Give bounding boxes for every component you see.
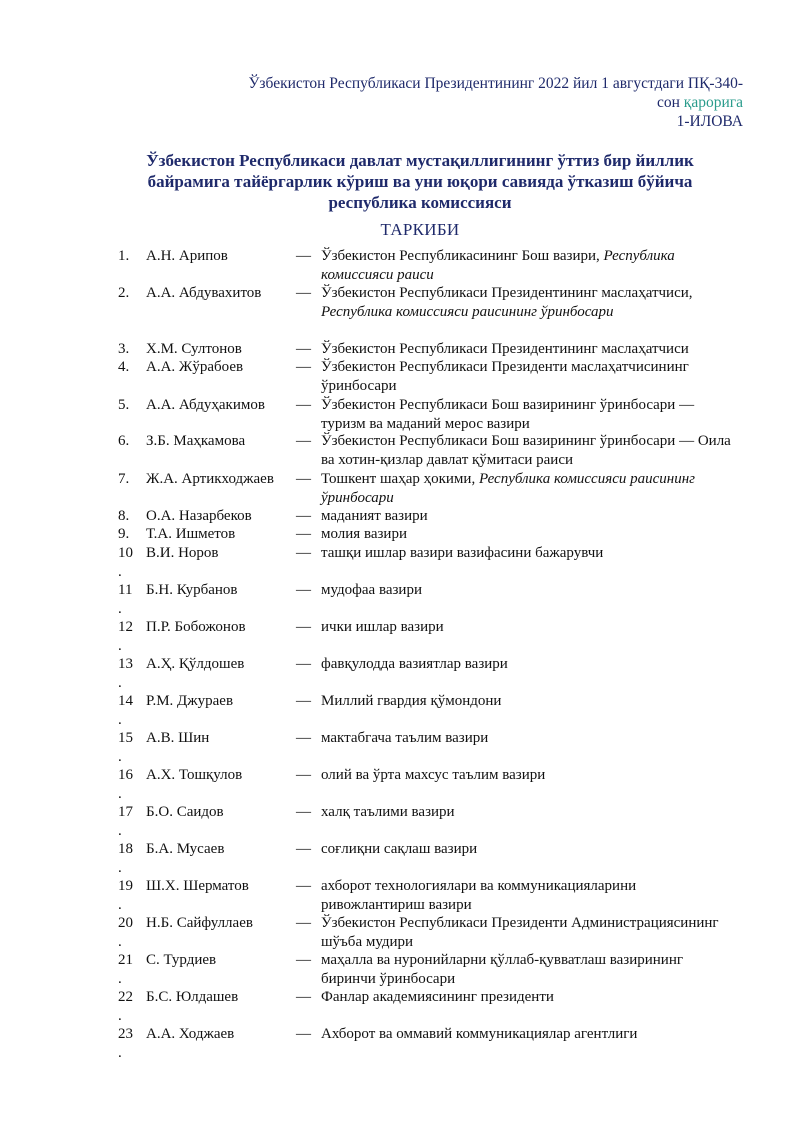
member-number-dot: .: [118, 600, 122, 617]
member-number: 14 .: [118, 692, 144, 729]
member-number-dot: .: [118, 637, 122, 654]
member-name: А.Х. Тошқулов: [146, 767, 243, 783]
member-commission-role: Республика комиссияси раиси: [321, 248, 675, 283]
member-commission-role: Республика комиссияси раисининг ўринбосари: [321, 303, 614, 320]
member-position-text: соғлиқни сақлаш вазири: [321, 841, 478, 857]
member-name: Р.М. Джураев: [146, 693, 234, 709]
member-position: [321, 247, 733, 284]
member-dash: —: [296, 526, 311, 542]
member-name: А.В. Шин: [146, 730, 210, 746]
member-number: 22 .: [118, 988, 144, 1025]
member-name: З.Б. Маҳкамова: [146, 433, 246, 449]
member-position: [321, 432, 733, 469]
member-number: 3.: [118, 341, 130, 357]
member-position-text: Фанлар академиясининг президенти: [321, 989, 554, 1005]
member-position-text: Тошкент шаҳар ҳокими,: [321, 471, 476, 487]
member-position: [321, 951, 733, 988]
member-position-text: маданият вазири: [321, 508, 428, 524]
member-number-dot: .: [118, 748, 122, 765]
member-name: Х.М. Султонов: [146, 341, 242, 357]
member-dash: —: [296, 1026, 311, 1042]
member-commission-role: Республика комиссияси раисининг ўринбосари: [321, 471, 695, 506]
member-name: А.А. Абдувахитов: [146, 285, 262, 301]
member-position: [321, 396, 733, 433]
header-line-1: Ўзбекистон Республикаси Президентининг 2022 йил 1 августдаги ПҚ-340-: [248, 75, 743, 92]
member-number-dot: .: [118, 896, 122, 913]
member-dash: —: [296, 656, 311, 672]
member-dash: —: [296, 730, 311, 746]
member-position-text: фавқулодда вазиятлар вазири: [321, 656, 508, 672]
member-position-text: ички ишлар вазири: [321, 619, 444, 635]
member-name: Т.А. Ишметов: [146, 526, 236, 542]
member-dash: —: [296, 989, 311, 1005]
member-position: [321, 766, 733, 785]
member-position: [321, 618, 733, 637]
member-position: [321, 340, 733, 359]
member-position-text: молия вазири: [321, 526, 407, 542]
member-position: [321, 525, 733, 544]
member-number-dot: .: [118, 711, 122, 728]
header-appendix-label: 1-ИЛОВА: [676, 113, 743, 130]
member-dash: —: [296, 471, 311, 487]
member-position: [321, 988, 733, 1007]
member-name: А.Н. Арипов: [146, 248, 228, 264]
member-dash: —: [296, 508, 311, 524]
member-dash: —: [296, 804, 311, 820]
member-name: В.И. Норов: [146, 545, 219, 561]
member-dash: —: [296, 915, 311, 931]
member-number: 13 .: [118, 655, 144, 692]
member-dash: —: [296, 952, 311, 968]
member-name: А.А. Ходжаев: [146, 1026, 235, 1042]
member-number: 21 .: [118, 951, 144, 988]
member-position: [321, 803, 733, 822]
member-position: [321, 655, 733, 674]
header-line-2-prefix: сон: [656, 94, 684, 111]
member-position-text: Ахборот ва оммавий коммуникациялар агентлиги: [321, 1026, 638, 1042]
member-number-dot: .: [118, 785, 122, 802]
member-position: [321, 877, 733, 914]
member-number: 9.: [118, 526, 130, 542]
member-dash: —: [296, 693, 311, 709]
member-name: Б.Н. Курбанов: [146, 582, 238, 598]
member-position-text: халқ таълими вазири: [321, 804, 455, 820]
member-dash: —: [296, 359, 311, 375]
member-dash: —: [296, 767, 311, 783]
member-number: 23 .: [118, 1025, 144, 1062]
member-name: Н.Б. Сайфуллаев: [146, 915, 253, 931]
member-number: 20 .: [118, 914, 144, 951]
member-position-text: Ўзбекистон Республикаси Президенти Администрациясининг шўъба мудири: [321, 915, 719, 950]
document-title: [110, 150, 730, 213]
member-dash: —: [296, 397, 311, 413]
member-name: А.Ҳ. Қўлдошев: [146, 656, 245, 672]
member-number: 12 .: [118, 618, 144, 655]
member-name: О.А. Назарбеков: [146, 508, 252, 524]
member-position-text: маҳалла ва нуронийларни қўллаб-қувватлаш вазирининг биринчи ўринбосари: [321, 952, 684, 987]
member-dash: —: [296, 545, 311, 561]
member-number: 6.: [118, 433, 130, 449]
member-dash: —: [296, 841, 311, 857]
member-number: 7.: [118, 471, 130, 487]
member-name: Б.О. Саидов: [146, 804, 224, 820]
member-number: 15 .: [118, 729, 144, 766]
document-subtitle: ТАРКИБИ: [380, 220, 460, 239]
member-number-dot: .: [118, 822, 122, 839]
member-number-dot: .: [118, 970, 122, 987]
member-number: 16 .: [118, 766, 144, 803]
title-line-3: республика комиссияси: [328, 193, 512, 212]
member-name: А.А. Абдуҳакимов: [146, 397, 265, 413]
member-number: 19 .: [118, 877, 144, 914]
title-line-1: Ўзбекистон Республикаси давлат мустақиллигининг ўттиз бир йиллик: [146, 151, 694, 170]
member-position-text: Миллий гвардия қўмондони: [321, 693, 502, 709]
member-name: Ш.Х. Шерматов: [146, 878, 249, 894]
member-position-text: ахборот технологиялари ва коммуникацияларини ривожлантириш вазири: [321, 878, 637, 913]
member-number: 5.: [118, 397, 130, 413]
member-position-text: мактабгача таълим вазири: [321, 730, 489, 746]
member-dash: —: [296, 582, 311, 598]
member-number: 10 .: [118, 544, 144, 581]
member-number-dot: .: [118, 1007, 122, 1024]
member-position: [321, 284, 733, 321]
member-position: [321, 358, 733, 395]
member-position: [321, 544, 733, 563]
member-position-text: олий ва ўрта махсус таълим вазири: [321, 767, 546, 783]
member-number-dot: .: [118, 563, 122, 580]
member-position: [321, 914, 733, 951]
member-dash: —: [296, 285, 311, 301]
member-position: [321, 729, 733, 748]
member-position-text: Ўзбекистон Республикаси Бош вазирининг ўринбосари — туризм ва маданий мерос вазири: [321, 397, 695, 432]
member-number-dot: .: [118, 933, 122, 950]
member-position-text: Ўзбекистон Республикаси Бош вазирининг ўринбосари — Оила ва хотин-қизлар давлат қўмитаси раиси: [321, 433, 731, 468]
member-dash: —: [296, 248, 311, 264]
member-number-dot: .: [118, 859, 122, 876]
member-number-dot: .: [118, 1044, 122, 1061]
document-header: [183, 74, 743, 131]
member-position-text: мудофаа вазири: [321, 582, 422, 598]
member-number: 2.: [118, 285, 130, 301]
member-position: [321, 840, 733, 859]
member-position: [321, 581, 733, 600]
member-position-text: Ўзбекистон Республикасининг Бош вазири,: [321, 248, 600, 264]
member-position: [321, 692, 733, 711]
member-name: А.А. Жўрабоев: [146, 359, 244, 375]
member-number: 18 .: [118, 840, 144, 877]
member-number: 11 .: [118, 581, 144, 618]
member-dash: —: [296, 433, 311, 449]
member-position: [321, 1025, 733, 1044]
member-name: С. Турдиев: [146, 952, 217, 968]
member-position-text: Ўзбекистон Республикаси Президенти маслаҳатчисининг ўринбосари: [321, 359, 689, 394]
member-dash: —: [296, 341, 311, 357]
member-position: [321, 507, 733, 526]
header-line-2: [183, 93, 743, 112]
member-position-text: ташқи ишлар вазири вазифасини бажарувчи: [321, 545, 604, 561]
member-name: Б.С. Юлдашев: [146, 989, 239, 1005]
header-decree-link[interactable]: қарорига: [683, 94, 743, 111]
member-name: П.Р. Бобожонов: [146, 619, 246, 635]
member-dash: —: [296, 619, 311, 635]
member-number-dot: .: [118, 674, 122, 691]
member-number: 8.: [118, 508, 130, 524]
member-number: 1.: [118, 248, 130, 264]
title-line-2: байрамига тайёргарлик кўриш ва уни юқори савияда ўтказиш бўйича: [147, 172, 693, 191]
member-name: Б.А. Мусаев: [146, 841, 225, 857]
member-position-text: Ўзбекистон Республикаси Президентининг маслаҳатчиси: [321, 341, 689, 357]
member-name: Ж.А. Артикходжаев: [146, 471, 274, 487]
member-position-text: Ўзбекистон Республикаси Президентининг маслаҳатчиси,: [321, 285, 693, 301]
member-number: 17 .: [118, 803, 144, 840]
member-position: [321, 470, 733, 507]
member-number: 4.: [118, 359, 130, 375]
member-dash: —: [296, 878, 311, 894]
